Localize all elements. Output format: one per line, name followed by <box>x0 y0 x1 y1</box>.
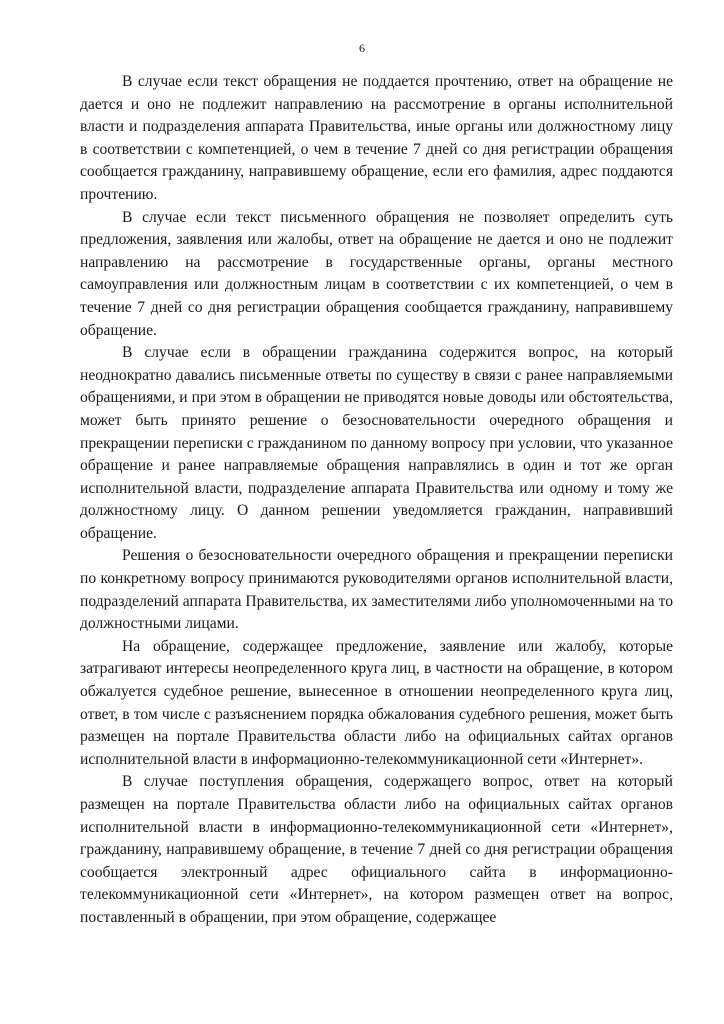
paragraph-unreadable-text: В случае если текст обращения не поддается прочтению, ответ на обращение не дается и оно не подлежит направлению на рассмотрение в органы исполнительной власти и подразделения аппарата Правительства, иные органы или должностному лицу в соответствии с компетенцией, о чем в течение 7 дней со дня регистрации обращения сообщается гражданину, направившему обращение, если его фамилия, адрес поддаются прочтению. <box>80 73 673 203</box>
paragraph-repeated-question: В случае если в обращении гражданина содержится вопрос, на который неоднократно давались письменные ответы по существу в связи с ранее направляемыми обращениями, и при этом в обращении не приводятся новые доводы или обстоятельства, может быть принято решение о безосновательности очередного обращения и прекращении переписки с гражданином по данному вопросу при условии, что указанное обращение и ранее направляемые обращения направлялись в один и тот же орган исполнительной власти, подразделение аппарата Правительства или одному и тому же должностному лицу. О данном решении уведомляется гражданин, направивший обращение. <box>80 344 673 542</box>
page-number: 6 <box>359 41 365 55</box>
document-body <box>80 71 673 930</box>
paragraph-undefined-essence: В случае если текст письменного обращения не позволяет определить суть предложения, заявления или жалобы, ответ на обращение не дается и оно не подлежит направлению на рассмотрение в государственные органы, органы местного самоуправления или должностным лицам в соответствии с их компетенцией, о чем в течение 7 дней со дня регистрации обращения сообщается гражданину, направившему обращение. <box>80 208 673 339</box>
paragraph-answer-published: В случае поступления обращения, содержащего вопрос, ответ на который размещен на портале Правительства области либо на официальных сайтах органов исполнительной власти в информационно-телекоммуникационной сети «Интернет», гражданину, направившему обращение, в течение 7 дней со дня регистрации обращения сообщается электронный адрес официального сайта в информационно-телекоммуникационной сети «Интернет», на котором размещен ответ на вопрос, поставленный в обращении, при этом обращение, содержащее <box>80 773 673 926</box>
paragraph-groundless-decision: Решения о безосновательности очередного обращения и прекращении переписки по конкретному вопросу принимаются руководителями органов исполнительной власти, подразделений аппарата Правительства, их заместителями либо уполномоченными на то должностными лицами. <box>80 547 673 633</box>
paragraph-public-interest: На обращение, содержащее предложение, заявление или жалобу, которые затрагивают интересы неопределенного круга лиц, в частности на обращение, в котором обжалуется судебное решение, вынесенное в отношении неопределенного круга лиц, ответ, в том числе с разъяснением порядка обжалования судебного решения, может быть размещен на портале Правительства области либо на официальных сайтах органов исполнительной власти в информационно-телекоммуникационной сети «Интернет». <box>80 637 673 768</box>
